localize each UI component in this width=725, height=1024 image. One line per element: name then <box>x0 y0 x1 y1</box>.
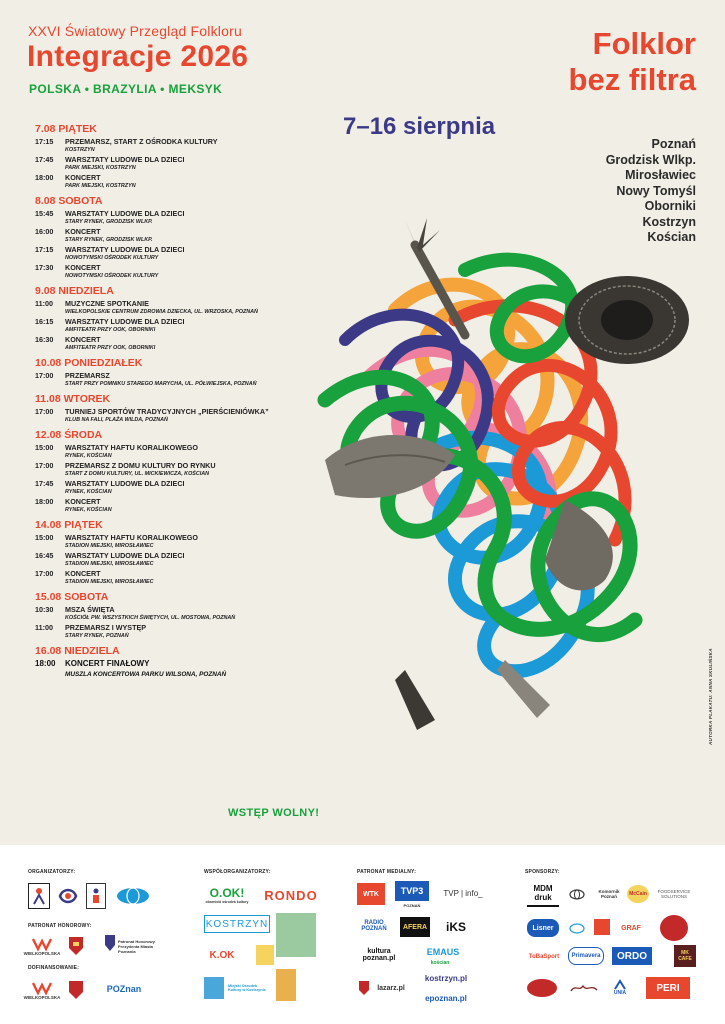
city: Kościan <box>647 230 696 244</box>
schedule-event <box>35 569 310 578</box>
mdm-logo: MDM druk <box>527 881 559 907</box>
schedule-event <box>35 209 310 218</box>
schedule-event <box>35 371 310 380</box>
event-time: 16:00 <box>35 227 54 236</box>
event-name: WARSZTATY LUDOWE DLA DZIECI <box>65 245 185 254</box>
event-name: PRZEMARSZ I WYSTĘP <box>65 623 147 632</box>
event-name: MUZYCZNE SPOTKANIE <box>65 299 149 308</box>
schedule-event <box>35 551 310 560</box>
poznan-crest <box>103 933 117 953</box>
event-time: 11:00 <box>35 623 53 632</box>
komornik-logo: Komornik Poznań <box>598 889 620 899</box>
unia-icon <box>614 980 626 990</box>
event-location: STARY RYNEK, GRODZISK WLKP. <box>65 237 153 243</box>
sponsor-round-logo <box>660 915 688 941</box>
event-location: PARK MIEJSKI, KOSTRZYN <box>65 165 136 171</box>
organizer-logo <box>28 883 50 909</box>
event-location: AMFITEATR PRZY OOK, OBORNIKI <box>65 327 156 333</box>
graf-logo: GRAF <box>621 924 641 932</box>
schedule-event <box>35 137 310 146</box>
collage-illustration <box>305 200 705 745</box>
media-label: PATRONAT MEDIALNY: <box>357 869 417 875</box>
event-time: 17:00 <box>35 407 54 416</box>
toyota-logo <box>568 887 586 901</box>
slogan-line1: Folklor <box>592 26 696 61</box>
event-time: 17:00 <box>35 461 54 470</box>
lisner-logo: Lisner <box>527 919 559 937</box>
kok-logo: K.OK <box>209 949 235 961</box>
schedule-event <box>35 317 310 326</box>
sponsors-label: SPONSORZY: <box>525 869 560 875</box>
tobasport-logo: ToBaSport <box>528 954 560 960</box>
schedule-event <box>35 173 310 182</box>
sponsor-round-logo <box>527 979 557 997</box>
organizer-logo <box>113 885 153 907</box>
event-name: KONCERT FINAŁOWY <box>65 659 150 668</box>
event-time: 17:15 <box>35 137 54 146</box>
day-heading: 14.08 PIĄTEK <box>35 519 103 531</box>
event-name: PRZEMARSZ <box>65 371 110 380</box>
peri-logo: PERI <box>646 977 690 999</box>
sponsors-panel <box>0 845 725 1024</box>
schedule-event <box>35 263 310 272</box>
day-heading: 15.08 SOBOTA <box>35 591 109 603</box>
event-name: KONCERT <box>65 497 101 506</box>
signature-icon <box>569 982 599 994</box>
schedule-event <box>35 407 310 416</box>
toyota-icon <box>569 889 585 900</box>
event-location: NOWOTYMSKI OŚRODEK KULTURY <box>65 255 159 261</box>
organizers-label: ORGANIZATORZY: <box>28 869 76 875</box>
schedule-day <box>35 429 310 514</box>
event-name: WARSZTATY HAFTU KORALIKOWEGO <box>65 443 198 452</box>
event-location: KOŚCIÓŁ PW. WSZYSTKICH ŚWIĘTYCH, UL. MOSTOWA, POZNAŃ <box>65 615 236 621</box>
festival-dates: 7–16 sierpnia <box>343 113 496 140</box>
event-location: MUSZLA KONCERTOWA PARKU WILSONA, POZNAŃ <box>65 671 227 678</box>
schedule <box>35 123 310 683</box>
event-name: WARSZTATY HAFTU KORALIKOWEGO <box>65 533 198 542</box>
kultura-logo: kultura poznan.pl <box>362 948 396 962</box>
event-location: RYNEK, KOŚCIAN <box>65 489 112 495</box>
coorganizers-label: WSPÓŁORGANIZATORZY: <box>204 869 271 875</box>
event-time: 17:15 <box>35 245 54 254</box>
event-time: 15:00 <box>35 533 54 542</box>
kostrzyn-logo: KOSTRZYN <box>204 915 270 933</box>
event-name: MSZA ŚWIĘTA <box>65 605 115 614</box>
schedule-event <box>35 497 310 506</box>
day-heading: 12.08 ŚRODA <box>35 429 103 441</box>
schedule-day <box>35 519 310 586</box>
schedule-event <box>35 479 310 488</box>
event-time: 15:00 <box>35 443 54 452</box>
event-location: RYNEK, KOŚCIAN <box>65 453 112 459</box>
day-heading: 9.08 NIEDZIELA <box>35 285 114 297</box>
festival-edition: XXVI Światowy Przegląd Folkloru <box>28 23 242 39</box>
city: Mirosławiec <box>625 168 696 182</box>
event-time: 16:45 <box>35 551 54 560</box>
mk-logo: MK CAFE <box>674 945 696 967</box>
final-event <box>35 659 310 668</box>
unia-logo: UNIA <box>608 977 632 999</box>
radio-poznan-logo: RADIO POZNAŃ <box>361 920 387 932</box>
wielkopolska-logo: WIELKOPOLSKA <box>28 977 56 1003</box>
day-heading: 11.08 WTOREK <box>35 393 111 405</box>
schedule-day <box>35 357 310 388</box>
crest-icon <box>104 934 116 952</box>
event-location: KLUB NA FALI, PLAŻA WILDA, POZNAŃ <box>65 417 168 423</box>
tvp3-sub: POZNAŃ <box>403 902 421 908</box>
event-time: 18:00 <box>35 173 54 182</box>
event-location: STARY RYNEK, GRODZISK WLKP. <box>65 219 153 225</box>
day-heading: 8.08 SOBOTA <box>35 195 103 207</box>
event-location: WIELKOPOLSKIE CENTRUM ZDROWIA DZIECKA, UL. WRZOSKA, POZNAŃ <box>65 309 258 315</box>
event-location: PARK MIEJSKI, KOSTRZYN <box>65 183 136 189</box>
event-name: PRZEMARSZ Z DOMU KULTURY DO RYNKU <box>65 461 216 470</box>
schedule-day <box>35 591 310 640</box>
wielkopolska-icon <box>32 937 52 951</box>
event-location: RYNEK, KOŚCIAN <box>65 507 112 513</box>
city: Nowy Tomyśl <box>616 183 696 198</box>
event-name: WARSZTATY LUDOWE DLA DZIECI <box>65 155 185 164</box>
event-time: 10:30 <box>35 605 54 614</box>
lazarz-logo: lazarz.pl <box>377 984 405 992</box>
crest-logo <box>66 933 86 959</box>
mok-text: Miejski Ośrodek Kultury w Kostrzynie <box>228 984 266 992</box>
wielkopolska-logo: WIELKOPOLSKA <box>28 933 56 959</box>
event-time: 17:30 <box>35 263 54 272</box>
car-icon <box>569 923 585 934</box>
event-name: KONCERT <box>65 227 101 236</box>
festival-title: Integracje 2026 <box>27 40 249 73</box>
schedule-event <box>35 299 310 308</box>
crest-icon <box>358 980 370 996</box>
crest-icon <box>68 936 84 956</box>
mok-logo <box>204 977 224 999</box>
schedule-day <box>35 285 310 352</box>
schedule-event <box>35 533 310 542</box>
event-name: WARSZTATY LUDOWE DLA DZIECI <box>65 209 185 218</box>
organizer-logo <box>86 883 106 909</box>
city: Poznań <box>651 137 696 151</box>
photo-logo <box>276 913 316 957</box>
event-name: PRZEMARSZ, START Z OŚRODKA KULTURY <box>65 137 218 146</box>
event-location: STARY RYNEK, POZNAŃ <box>65 633 129 639</box>
schedule-event <box>35 335 310 344</box>
wielkopolska-icon <box>32 981 52 995</box>
event-name: WARSZTATY LUDOWE DLA DZIECI <box>65 317 185 326</box>
car-logo <box>568 921 586 935</box>
event-time: 18:00 <box>35 497 54 506</box>
knot-icon <box>58 886 78 906</box>
event-location: START PRZY POMNIKU STAREGO MARYCHA, UL. PÓŁWIEJSKA, POZNAŃ <box>65 381 257 387</box>
event-location: STADION MIEJSKI, MIROSŁAWIEC <box>65 561 154 567</box>
event-time: 18:00 <box>35 659 56 668</box>
schedule-event <box>35 155 310 164</box>
schedule-day <box>35 393 310 424</box>
event-name: KONCERT <box>65 569 101 578</box>
schedule-event <box>35 227 310 236</box>
tvp3-logo: TVP3 <box>395 881 429 901</box>
foodservice-logo: FOODSERVICE SOLUTIONS <box>657 889 691 899</box>
crest-icon <box>68 980 84 1000</box>
city: Kostrzyn <box>642 214 696 229</box>
schedule-day <box>35 123 310 190</box>
event-time: 16:30 <box>35 335 54 344</box>
day-heading: 10.08 PONIEDZIAŁEK <box>35 357 143 369</box>
dancer-icon <box>32 887 46 905</box>
event-time: 15:45 <box>35 209 54 218</box>
sponsor-mark <box>594 919 610 935</box>
script-logo <box>567 979 601 997</box>
wtk-logo: WTK <box>357 883 385 905</box>
omok-logo <box>256 945 274 965</box>
event-name: KONCERT <box>65 173 101 182</box>
event-location: KOSTRZYN <box>65 147 95 153</box>
day-heading: 16.08 NIEDZIELA <box>35 645 120 657</box>
event-name: WARSZTATY LUDOWE DLA DZIECI <box>65 551 185 560</box>
primavera-logo: Primavera <box>568 947 604 965</box>
schedule-event <box>35 443 310 452</box>
city: Grodzisk Wlkp. <box>605 152 696 167</box>
event-time: 17:00 <box>35 569 54 578</box>
final-day <box>35 645 310 678</box>
poznan-logo: POZnan <box>106 984 142 994</box>
kostrzyn-pl-logo: kostrzyn.pl <box>424 973 468 983</box>
event-location: NOWOTYMSKI OŚRODEK KULTURY <box>65 273 159 279</box>
event-time: 11:00 <box>35 299 53 308</box>
honorary-label: PATRONAT HONOROWY: <box>28 923 92 929</box>
honorary-text: Patronat Honorowy Prezydenta Miasta Poznania <box>118 938 155 954</box>
crest-logo <box>357 979 371 997</box>
event-time: 17:00 <box>35 371 54 380</box>
schedule-event <box>35 461 310 470</box>
emaus-logo: EMAUS <box>426 947 460 957</box>
event-name: TURNIEJ SPORTÓW TRADYCYJNYCH „PIERŚCIENIÓWKA” <box>65 407 269 416</box>
event-location: START Z DOMU KULTURY, UL. MICKIEWICZA, KOŚCIAN <box>65 471 210 477</box>
event-time: 17:45 <box>35 155 54 164</box>
sombrero <box>565 276 689 364</box>
schedule-event <box>35 623 310 632</box>
event-location: STADION MIEJSKI, MIROSŁAWIEC <box>65 543 154 549</box>
event-name: WARSZTATY LUDOWE DLA DZIECI <box>65 479 185 488</box>
crest-logo <box>66 977 86 1003</box>
book-logo <box>276 969 296 1001</box>
event-time: 16:15 <box>35 317 54 326</box>
epoznan-logo: epoznan.pl <box>425 993 467 1003</box>
funding-label: DOFINANSOWANIE: <box>28 965 80 971</box>
iks-logo: iKS <box>445 920 466 934</box>
schedule-day <box>35 195 310 280</box>
koscian-logo: kościan <box>430 960 450 966</box>
rondo-logo: RONDO <box>264 887 318 903</box>
ordo-logo: ORDO <box>612 947 652 965</box>
countries: POLSKA • BRAZYLIA • MEKSYK <box>29 82 223 96</box>
poster-credit: AUTORKA PLAKATU: ANNA SKULIŃSKA <box>708 648 713 745</box>
event-location: AMFITEATR PRZY OOK, OBORNIKI <box>65 345 156 351</box>
event-location: STADION MIEJSKI, MIROSŁAWIEC <box>65 579 154 585</box>
organizer-logo <box>57 883 79 909</box>
tvpinfo-logo: TVP | info_ <box>443 888 483 898</box>
event-name: KONCERT <box>65 263 101 272</box>
afera-logo: AFERA <box>400 917 430 937</box>
day-heading: 7.08 PIĄTEK <box>35 123 97 135</box>
free-entry: WSTĘP WOLNY! <box>228 807 320 819</box>
ook-logo: O.OK! obornicki ośrodek kultury <box>205 886 249 904</box>
city: Oborniki <box>644 199 696 213</box>
slogan-line2: bez filtra <box>568 62 696 97</box>
globe-icon <box>115 887 151 905</box>
event-name: KONCERT <box>65 335 101 344</box>
event-time: 17:45 <box>35 479 54 488</box>
schedule-event <box>35 245 310 254</box>
schedule-event <box>35 605 310 614</box>
figure-icon <box>90 887 102 905</box>
slogan <box>569 26 696 98</box>
mccain-logo: McCain <box>627 885 649 903</box>
